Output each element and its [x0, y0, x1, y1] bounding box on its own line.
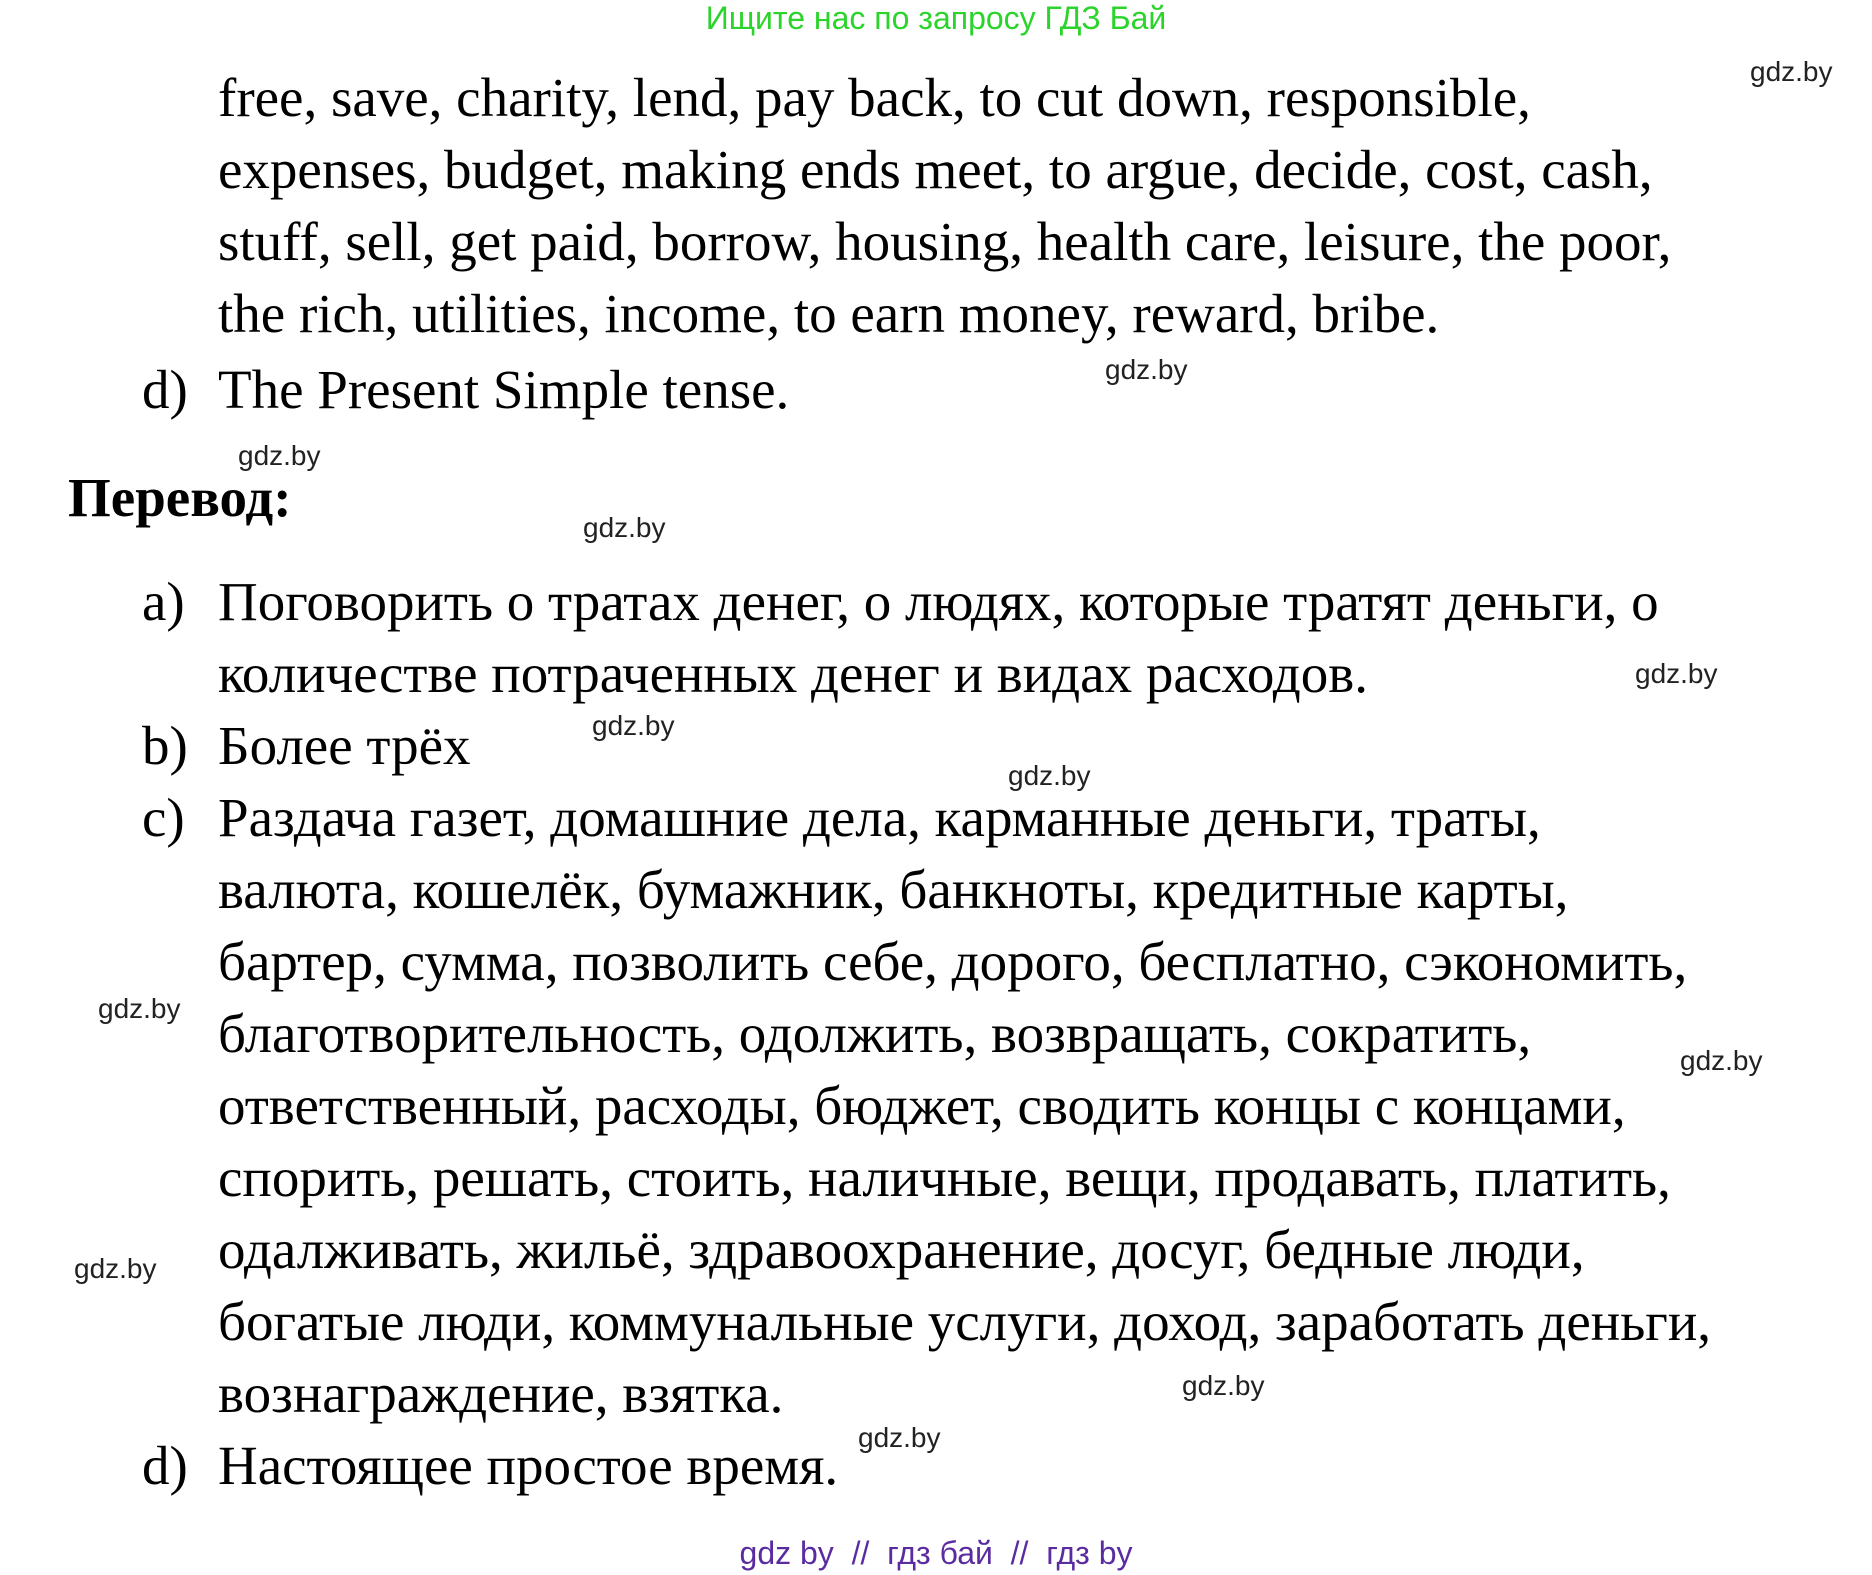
- footer-separator: //: [992, 1535, 1047, 1571]
- translation-item-d-text: Настоящее простое время.: [218, 1435, 839, 1496]
- list-marker: a): [142, 571, 185, 632]
- list-marker: d): [142, 1435, 188, 1496]
- english-item-c-text: [218, 62, 1838, 350]
- watermark: gdz.by: [1008, 760, 1091, 791]
- english-c-line-1: free, save, charity, lend, pay back, to cut down, responsible,: [218, 67, 1531, 128]
- list-marker: d): [142, 359, 188, 420]
- list-marker: b): [142, 715, 188, 776]
- header-search-link[interactable]: Ищите нас по запросу ГДЗ Бай: [705, 0, 1167, 36]
- translation-heading: Перевод:: [68, 467, 292, 528]
- translation-c-line-8: богатые люди, коммунальные услуги, доход, заработать деньги,: [218, 1291, 1712, 1352]
- watermark: gdz.by: [583, 512, 666, 543]
- footer-link-gdz-by-cyr[interactable]: гдз by: [1046, 1535, 1133, 1571]
- english-c-line-3: stuff, sell, get paid, borrow, housing, health care, leisure, the poor,: [218, 211, 1672, 272]
- watermark: gdz.by: [1750, 56, 1833, 87]
- footer-link-gdz-bai[interactable]: гдз бай: [887, 1535, 993, 1571]
- watermark: gdz.by: [1635, 658, 1718, 689]
- footer-link-gdz-by[interactable]: gdz by: [739, 1535, 834, 1571]
- translation-a-line-2: количестве потраченных денег и видах расходов.: [218, 643, 1368, 704]
- footer-links: [0, 1535, 1872, 1571]
- english-c-line-4: the rich, utilities, income, to earn money, reward, bribe.: [218, 283, 1440, 344]
- watermark: gdz.by: [592, 710, 675, 741]
- watermark: gdz.by: [1105, 354, 1188, 385]
- translation-a-line-1: Поговорить о тратах денег, о людях, которые тратят деньги, о: [218, 571, 1659, 632]
- translation-c-line-3: бартер, сумма, позволить себе, дорого, бесплатно, сэкономить,: [218, 931, 1688, 992]
- watermark: gdz.by: [858, 1422, 941, 1453]
- watermark: gdz.by: [1182, 1370, 1265, 1401]
- footer-separator: //: [833, 1535, 888, 1571]
- translation-item-b-text: Более трёх: [218, 715, 471, 776]
- english-c-line-2: expenses, budget, making ends meet, to argue, decide, cost, cash,: [218, 139, 1653, 200]
- translation-c-line-6: спорить, решать, стоить, наличные, вещи, продавать, платить,: [218, 1147, 1671, 1208]
- translation-c-line-1: Раздача газет, домашние дела, карманные деньги, траты,: [218, 787, 1541, 848]
- list-marker: c): [142, 787, 185, 848]
- translation-c-line-9: вознаграждение, взятка.: [218, 1363, 784, 1424]
- english-item-d-text: The Present Simple tense.: [218, 359, 790, 420]
- watermark: gdz.by: [74, 1253, 157, 1284]
- translation-c-line-7: одалживать, жильё, здравоохранение, досуг, бедные люди,: [218, 1219, 1585, 1280]
- watermark: gdz.by: [98, 993, 181, 1024]
- translation-c-line-2: валюта, кошелёк, бумажник, банкноты, кредитные карты,: [218, 859, 1569, 920]
- translation-c-line-5: ответственный, расходы, бюджет, сводить концы с концами,: [218, 1075, 1626, 1136]
- watermark: gdz.by: [1680, 1045, 1763, 1076]
- watermark: gdz.by: [238, 440, 321, 471]
- translation-c-line-4: благотворительность, одолжить, возвращать, сократить,: [218, 1003, 1532, 1064]
